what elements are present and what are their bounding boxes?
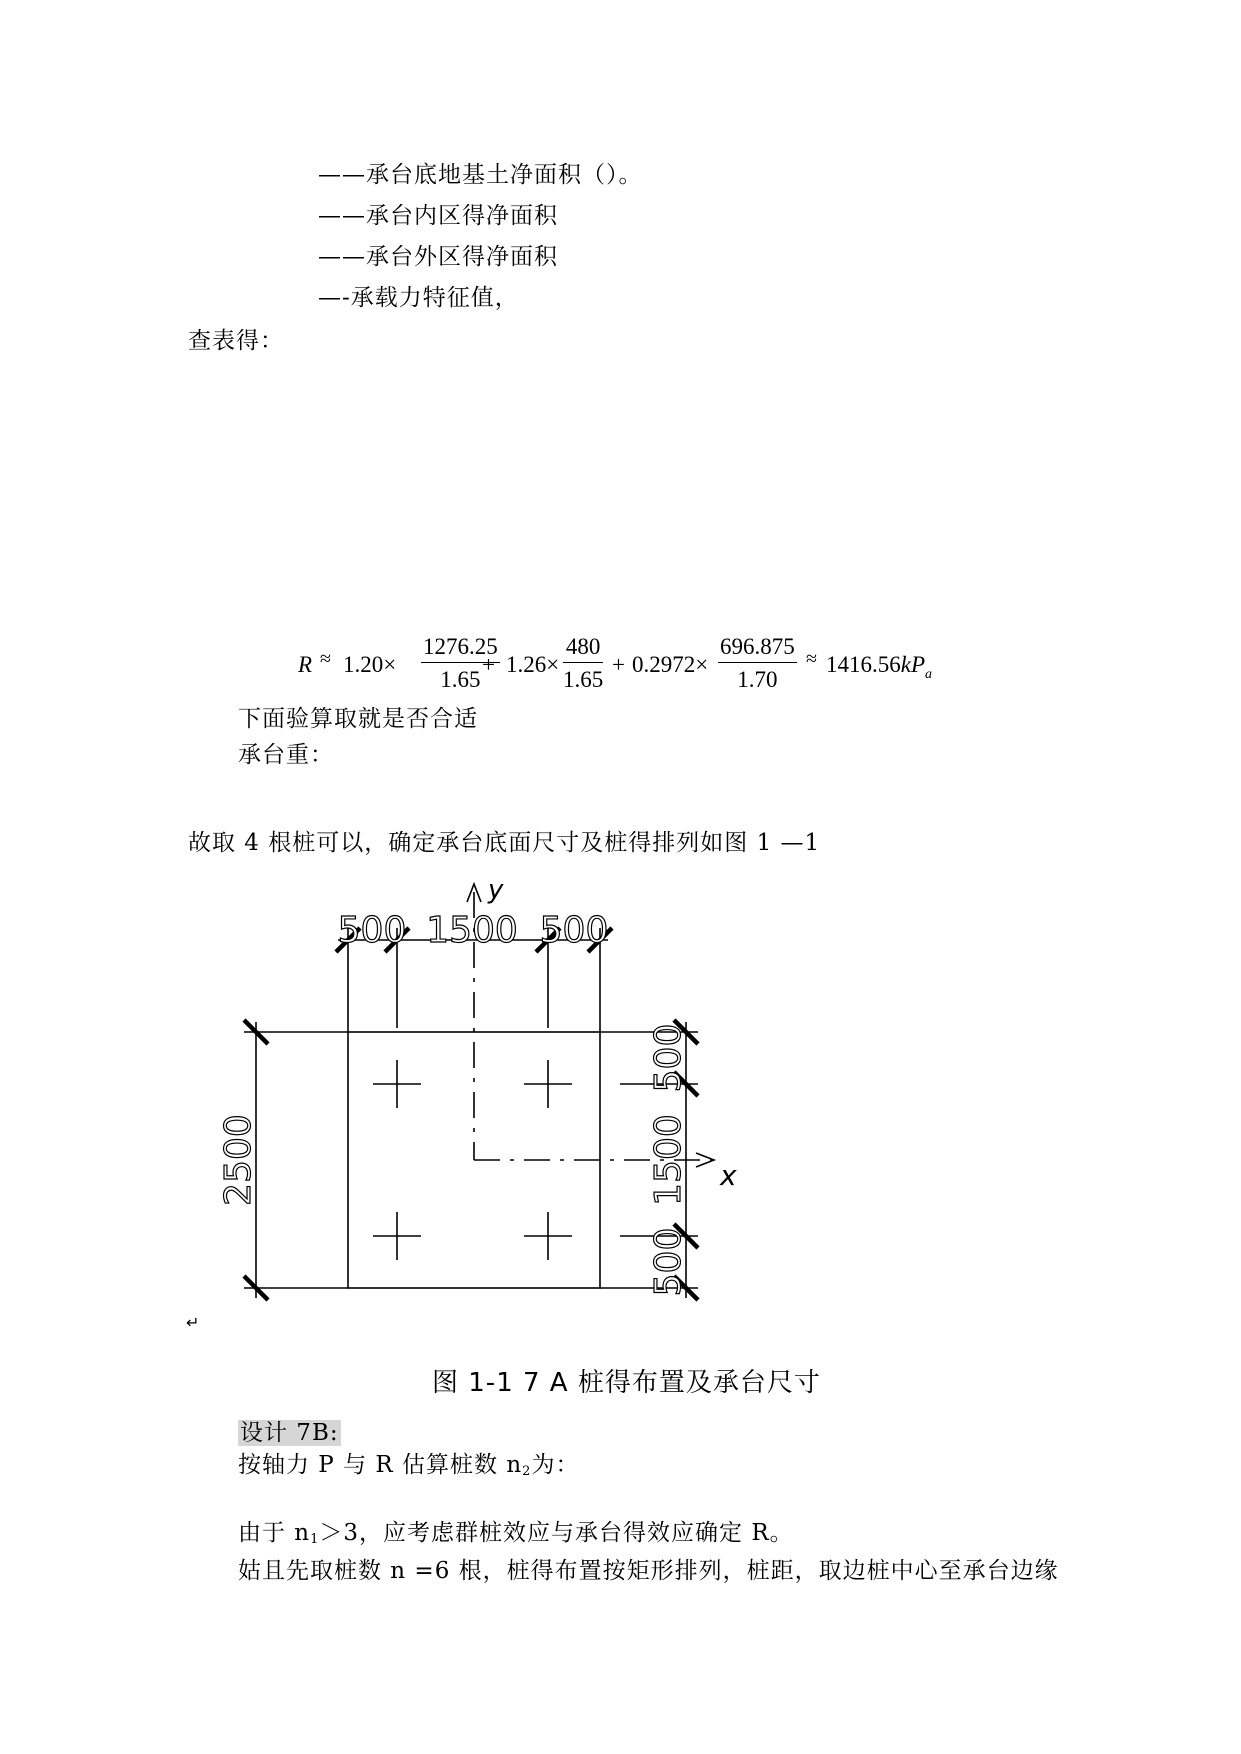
paragraph-mark: ↵: [186, 1313, 200, 1332]
pile-mark-bottom-right: [524, 1212, 572, 1260]
fraction-3-numerator: 696.875: [718, 634, 797, 663]
paragraph-pile-arrangement: 姑且先取桩数 n =6 根，桩得布置按矩形排列，桩距，取边桩中心至承台边缘: [238, 1558, 1059, 1584]
figure-caption: 图 1-1 7 A 桩得布置及承台尺寸: [432, 1368, 821, 1398]
y-axis-label: y: [488, 875, 504, 905]
conclusion-line: 故取 4 根桩可以，确定承台底面尺寸及桩得排列如图 1 —1: [188, 830, 821, 856]
para2-subscript: 1: [310, 1532, 320, 1547]
pile-mark-top-left: [373, 1060, 421, 1108]
dim-left-value: 2500: [218, 1114, 259, 1206]
pile-mark-top-right: [524, 1060, 572, 1108]
x-axis-label: x: [720, 1159, 737, 1192]
para1-pre: 按轴力 P 与 R 估算桩数 n: [238, 1452, 523, 1478]
fraction-3-denominator: 1.70: [737, 667, 778, 692]
formula-approx-sign-2: ≈: [806, 648, 817, 670]
definition-line-3: ——承台外区得净面积: [318, 244, 558, 270]
formula-lhs: R: [298, 652, 313, 677]
definition-line-4: —-承载力特征值，: [318, 285, 519, 311]
formula-coef-3: 0.2972×: [632, 652, 709, 677]
dim-top-3: 500: [539, 910, 609, 951]
definition-line-1: ——承台底地基土净面积（）。: [318, 162, 643, 188]
paragraph-pile-estimate: [238, 1450, 579, 1487]
cap-weight-label: 承台重：: [238, 742, 334, 768]
lookup-label: 查表得：: [188, 328, 284, 354]
definition-line-2: ——承台内区得净面积: [318, 203, 558, 229]
design-heading: [238, 1418, 341, 1448]
dim-top-2: 1500: [426, 910, 518, 951]
pile-mark-bottom-left: [373, 1212, 421, 1260]
design-heading-text: 设计 7B:: [240, 1420, 339, 1446]
formula-coef-1: 1.20×: [343, 652, 397, 677]
formula-result-value: 1416.56: [826, 652, 901, 677]
fraction-1-denominator: 1.65: [440, 667, 481, 692]
dim-right-3: 500: [648, 1227, 689, 1297]
dim-top-1: 500: [337, 910, 407, 951]
para1-post: 为：: [531, 1452, 580, 1478]
fraction-2-numerator: 480: [563, 634, 603, 663]
para2-pre: 由于 n: [238, 1520, 311, 1546]
para1-subscript: 2: [522, 1464, 532, 1479]
fraction-2-denominator: 1.65: [563, 667, 604, 692]
formula-approx-sign: ≈: [320, 648, 331, 670]
formula-op-2: +: [612, 652, 625, 677]
formula-unit-p: P: [910, 652, 926, 677]
check-line: 下面验算取就是否合适: [238, 706, 478, 732]
para2-post: ＞3，应考虑群桩效应与承台得效应确定 R。: [319, 1520, 794, 1546]
formula-op-1: +: [482, 652, 495, 677]
fraction-1-numerator: 1276.25: [421, 634, 500, 663]
formula-coef-2: 1.26×: [506, 652, 560, 677]
dim-right-2: 1500: [648, 1114, 689, 1206]
formula-unit-sub: a: [925, 667, 933, 682]
paragraph-group-effect: [238, 1518, 794, 1555]
dim-right-1: 500: [648, 1023, 689, 1093]
formula-unit-k: k: [900, 652, 911, 677]
